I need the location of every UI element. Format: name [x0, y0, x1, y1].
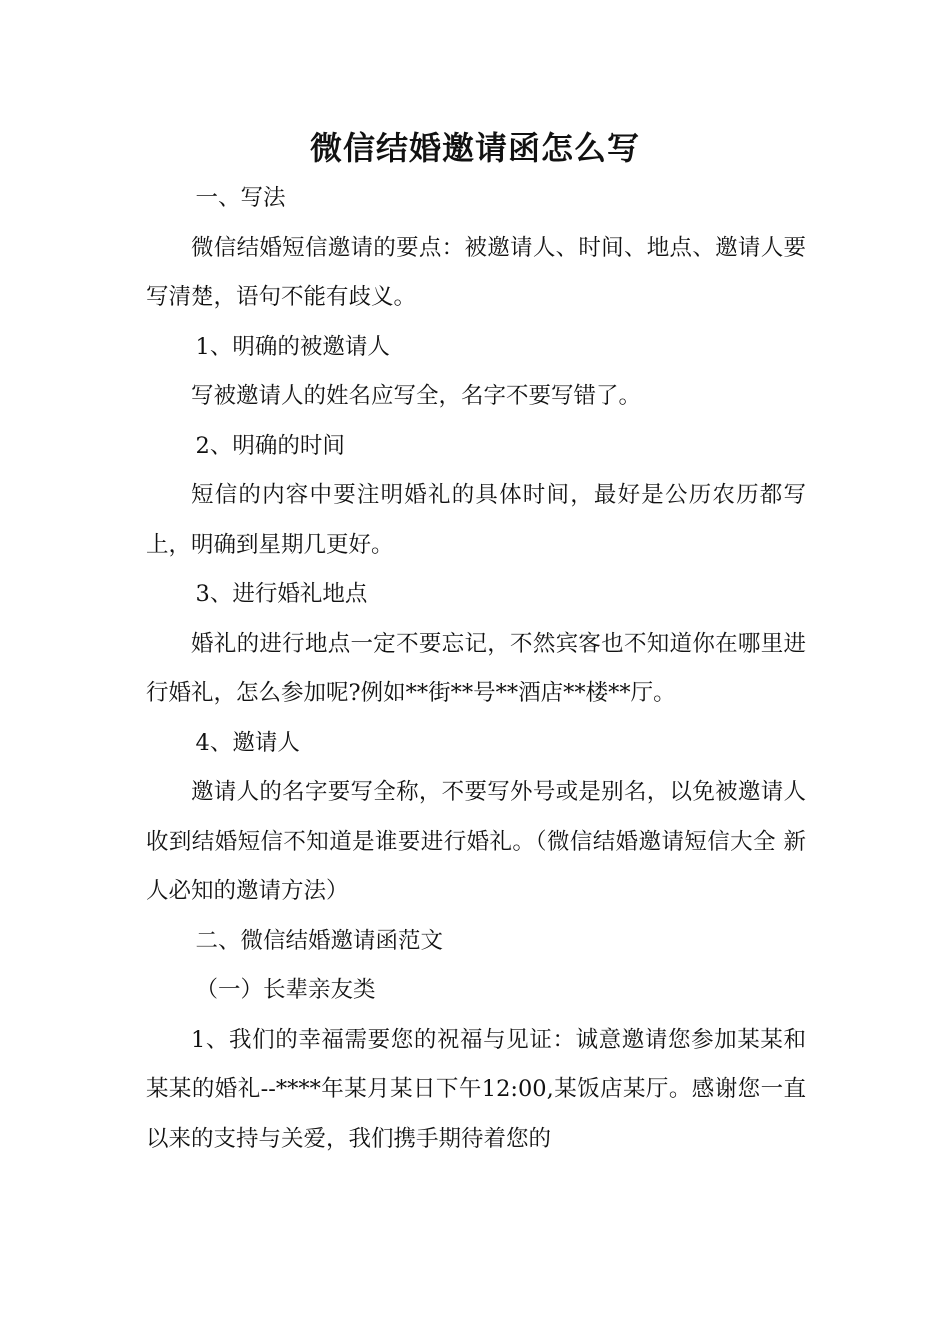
section-heading-writing-method: 一、写法: [195, 185, 286, 211]
subheading-inviter: 4、邀请人: [195, 729, 300, 756]
subheading-elders-relatives: （一）长辈亲友类: [195, 977, 376, 1003]
section-heading-examples: 二、微信结婚邀请函范文: [195, 927, 444, 954]
subheading-time: 2、明确的时间: [195, 432, 345, 459]
paragraph-key-points: 微信结婚短信邀请的要点：被邀请人、时间、地点、邀请人要写清楚，语句不能有歧义。: [146, 234, 806, 310]
subheading-location: 3、进行婚礼地点: [195, 581, 368, 607]
document-body: [146, 174, 806, 1164]
paragraph-location: 婚礼的进行地点一定不要忘记，不然宾客也不知道你在哪里进行婚礼，怎么参加呢?例如**街**号**酒店**楼**厅。: [146, 630, 806, 706]
paragraph-inviter: 邀请人的名字要写全称，不要写外号或是别名，以免被邀请人收到结婚短信不知道是谁要进行婚礼。（微信结婚邀请短信大全 新人必知的邀请方法）: [146, 779, 806, 904]
paragraph-invitee: 写被邀请人的姓名应写全，名字不要写错了。: [191, 383, 642, 409]
paragraph-example-1: 1、我们的幸福需要您的祝福与见证：诚意邀请您参加某某和某某的婚礼--****年某月某日下午12:00,某饭店某厅。感谢您一直以来的支持与关爱，我们携手期待着您的: [146, 1026, 806, 1152]
document-title: 微信结婚邀请函怎么写: [309, 129, 640, 167]
subheading-invitee: 1、明确的被邀请人: [195, 333, 390, 360]
paragraph-time: 短信的内容中要注明婚礼的具体时间，最好是公历农历都写上，明确到星期几更好。: [146, 482, 806, 558]
